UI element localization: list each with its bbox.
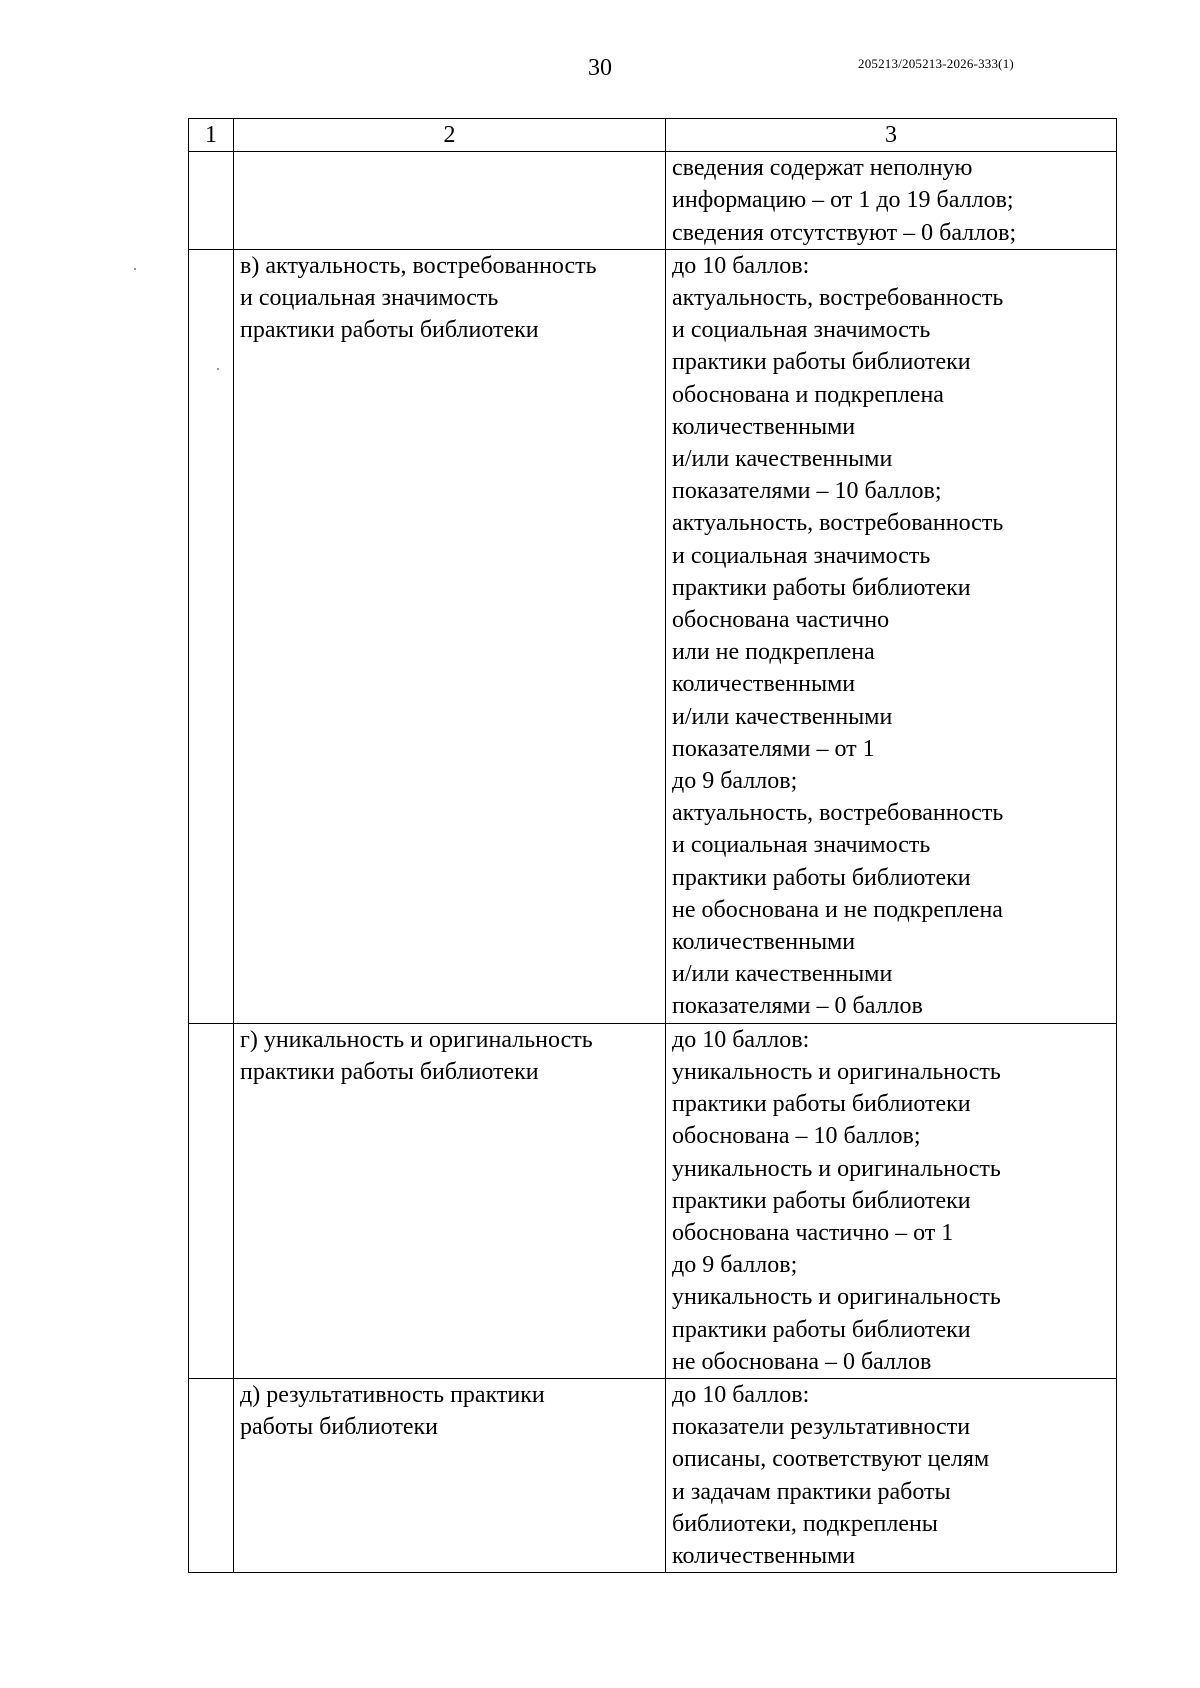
scoring-line: количественными [672, 929, 856, 956]
table-header-row [189, 119, 1117, 152]
scoring-line: количественными [672, 1542, 856, 1569]
scoring-line: до 9 баллов; [672, 1252, 798, 1279]
scoring-line: практики работы библиотеки [672, 1091, 971, 1118]
scoring-line: актуальность, востребованность [672, 285, 1004, 312]
scoring-line: не обоснована – 0 баллов [672, 1348, 932, 1375]
criterion-line: и социальная значимость [240, 285, 499, 312]
scoring-line: информацию – от 1 до 19 баллов; [672, 187, 1014, 214]
criteria-table [188, 118, 1117, 1573]
scoring-line: обоснована частично – от 1 [672, 1219, 954, 1246]
scoring-line: обоснована – 10 баллов; [672, 1123, 921, 1150]
table-body [189, 152, 1117, 1573]
scoring-line: и/или качественными [672, 703, 893, 730]
table-row [189, 1023, 1117, 1378]
scoring-line: уникальность и оригинальность [672, 1058, 1001, 1085]
scoring-line: количественными [672, 413, 856, 440]
scoring-line: и социальная значимость [672, 832, 931, 859]
row-number-cell [189, 1023, 234, 1378]
scoring-line: до 10 баллов: [672, 1381, 810, 1408]
scoring-line: до 10 баллов: [672, 252, 810, 279]
scoring-line: библиотеки, подкреплены [672, 1510, 938, 1537]
scoring-line: количественными [672, 671, 856, 698]
table-row [189, 1378, 1117, 1572]
scoring-line: показателями – от 1 [672, 735, 875, 762]
scoring-line: показателями – 0 баллов [672, 993, 923, 1020]
criterion-line: работы библиотеки [240, 1414, 438, 1441]
scoring-line: уникальность и оригинальность [672, 1155, 1001, 1182]
scoring-cell [666, 249, 1117, 1023]
scoring-line: актуальность, востребованность [672, 800, 1004, 827]
criterion-line: практики работы библиотеки [240, 317, 539, 344]
scoring-line: до 9 баллов; [672, 768, 798, 795]
scoring-line: уникальность и оригинальность [672, 1284, 1001, 1311]
scoring-line: и/или качественными [672, 961, 893, 988]
criterion-line: д) результативность практики [240, 1381, 545, 1408]
column-header-1: 1 [189, 119, 234, 152]
scoring-line: показатели результативности [672, 1414, 971, 1441]
page-number: 30 [588, 55, 612, 81]
scoring-line: практики работы библиотеки [672, 574, 971, 601]
criterion-line: практики работы библиотеки [240, 1058, 539, 1085]
scoring-line: обоснована и подкреплена [672, 381, 944, 408]
scoring-line: и социальная значимость [672, 317, 931, 344]
scoring-line: практики работы библиотеки [672, 1316, 971, 1343]
row-number-cell [189, 1378, 234, 1572]
scoring-line: и задачам практики работы [672, 1478, 951, 1505]
scoring-line: или не подкреплена [672, 639, 875, 666]
scoring-line: показателями – 10 баллов; [672, 478, 942, 505]
criterion-line: г) уникальность и оригинальность [240, 1026, 593, 1053]
scoring-line: актуальность, востребованность [672, 510, 1004, 537]
criterion-cell [234, 249, 666, 1023]
scoring-line: сведения содержат неполную [672, 155, 973, 182]
scoring-line: практики работы библиотеки [672, 349, 971, 376]
table-row [189, 249, 1117, 1023]
document-id: 205213/205213-2026-333(1) [858, 56, 1014, 71]
scoring-line: до 10 баллов: [672, 1026, 810, 1053]
table-row [189, 152, 1117, 250]
scoring-line: обоснована частично [672, 607, 890, 634]
scoring-line: описаны, соответствуют целям [672, 1446, 990, 1473]
scan-speck [134, 268, 136, 270]
criterion-line: в) актуальность, востребованность [240, 252, 597, 279]
column-header-3: 3 [666, 119, 1117, 152]
criterion-cell [234, 1378, 666, 1572]
row-number-cell [189, 249, 234, 1023]
scoring-line: практики работы библиотеки [672, 864, 971, 891]
scoring-cell [666, 1378, 1117, 1572]
scoring-line: практики работы библиотеки [672, 1187, 971, 1214]
row-number-cell [189, 152, 234, 250]
scoring-line: не обоснована и не подкреплена [672, 896, 1003, 923]
scoring-line: сведения отсутствуют – 0 баллов; [672, 219, 1017, 246]
column-header-2: 2 [234, 119, 666, 152]
scoring-line: и социальная значимость [672, 542, 931, 569]
scoring-cell [666, 1023, 1117, 1378]
criterion-cell [234, 152, 666, 250]
scoring-cell [666, 152, 1117, 250]
scoring-line: и/или качественными [672, 446, 893, 473]
criterion-cell [234, 1023, 666, 1378]
